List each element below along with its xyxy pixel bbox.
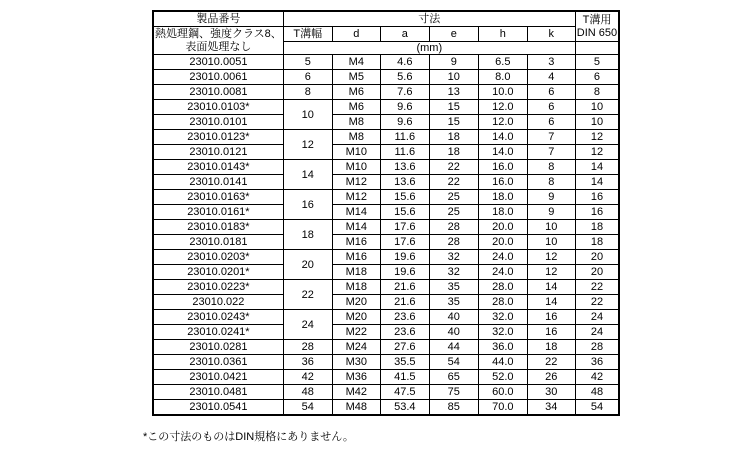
product-number-cell: 23010.0121 <box>153 145 283 160</box>
h-dimension-cell: 18.0 <box>478 190 527 205</box>
header-row-1 <box>153 11 619 27</box>
e-dimension-cell: 32 <box>429 250 478 265</box>
din-slot-size-cell: 12 <box>575 145 619 160</box>
product-number-cell: 23010.0141 <box>153 175 283 190</box>
material-note-line2: 表面処理なし <box>185 40 252 53</box>
table-row <box>153 370 619 385</box>
product-number-cell: 23010.0061 <box>153 70 283 85</box>
h-dimension-cell: 36.0 <box>478 340 527 355</box>
din-slot-size-cell: 20 <box>575 265 619 280</box>
slot-width-cell: 12 <box>283 130 332 160</box>
a-dimension-cell: 17.6 <box>380 220 429 235</box>
table-row <box>153 325 619 340</box>
din-slot-size-cell: 5 <box>575 55 619 70</box>
din-slot-size-cell: 10 <box>575 115 619 130</box>
din-standard-label: DIN 650 <box>576 26 618 39</box>
e-dimension-cell: 75 <box>429 385 478 400</box>
material-note-header <box>153 27 283 55</box>
d-size-cell: M16 <box>332 235 380 250</box>
e-dimension-cell: 54 <box>429 355 478 370</box>
h-dimension-cell: 24.0 <box>478 265 527 280</box>
h-dimension-cell: 24.0 <box>478 250 527 265</box>
din-slot-size-cell: 10 <box>575 100 619 115</box>
product-number-cell: 23010.0103* <box>153 100 283 115</box>
e-dimension-cell: 35 <box>429 280 478 295</box>
d-size-cell: M12 <box>332 175 380 190</box>
slot-width-cell: 42 <box>283 370 332 385</box>
d-size-cell: M24 <box>332 340 380 355</box>
k-dimension-cell: 14 <box>527 280 575 295</box>
k-dimension-cell: 16 <box>527 310 575 325</box>
dimensions-header: 寸法 <box>283 11 575 27</box>
product-number-cell: 23010.0481 <box>153 385 283 400</box>
h-dimension-cell: 12.0 <box>478 115 527 130</box>
a-dimension-cell: 15.6 <box>380 205 429 220</box>
a-dimension-cell: 11.6 <box>380 145 429 160</box>
unit-cell: (mm) <box>283 42 575 55</box>
a-dimension-cell: 5.6 <box>380 70 429 85</box>
table-row <box>153 235 619 250</box>
e-dimension-cell: 40 <box>429 310 478 325</box>
k-dimension-cell: 4 <box>527 70 575 85</box>
din-slot-size-cell: 20 <box>575 250 619 265</box>
d-size-cell: M6 <box>332 85 380 100</box>
e-dimension-cell: 40 <box>429 325 478 340</box>
h-dimension-cell: 20.0 <box>478 235 527 250</box>
d-size-cell: M14 <box>332 205 380 220</box>
product-number-cell: 23010.022 <box>153 295 283 310</box>
table-row <box>153 265 619 280</box>
e-column-header: e <box>429 27 478 42</box>
unit-empty-cell <box>575 42 619 55</box>
table-row <box>153 355 619 370</box>
product-number-cell: 23010.0223* <box>153 280 283 295</box>
table-row <box>153 145 619 160</box>
a-dimension-cell: 9.6 <box>380 100 429 115</box>
a-dimension-cell: 4.6 <box>380 55 429 70</box>
d-size-cell: M30 <box>332 355 380 370</box>
t-slot-nut-spec-table <box>152 10 620 416</box>
din-slot-size-cell: 28 <box>575 340 619 355</box>
e-dimension-cell: 9 <box>429 55 478 70</box>
e-dimension-cell: 22 <box>429 160 478 175</box>
table-body <box>153 55 619 416</box>
din-slot-size-cell: 54 <box>575 400 619 416</box>
e-dimension-cell: 28 <box>429 220 478 235</box>
h-dimension-cell: 8.0 <box>478 70 527 85</box>
d-size-cell: M10 <box>332 160 380 175</box>
a-dimension-cell: 19.6 <box>380 250 429 265</box>
product-number-cell: 23010.0201* <box>153 265 283 280</box>
table-row <box>153 400 619 416</box>
table-header <box>153 11 619 55</box>
a-dimension-cell: 7.6 <box>380 85 429 100</box>
a-dimension-cell: 19.6 <box>380 265 429 280</box>
k-dimension-cell: 3 <box>527 55 575 70</box>
e-dimension-cell: 44 <box>429 340 478 355</box>
e-dimension-cell: 65 <box>429 370 478 385</box>
e-dimension-cell: 32 <box>429 265 478 280</box>
slot-width-column-header: T溝幅 <box>283 27 332 42</box>
k-dimension-cell: 12 <box>527 265 575 280</box>
table-row <box>153 310 619 325</box>
product-number-cell: 23010.0051 <box>153 55 283 70</box>
d-size-cell: M16 <box>332 250 380 265</box>
a-dimension-cell: 21.6 <box>380 280 429 295</box>
k-dimension-cell: 9 <box>527 205 575 220</box>
product-number-cell: 23010.0281 <box>153 340 283 355</box>
t-slot-din-header <box>575 11 619 42</box>
d-size-cell: M18 <box>332 265 380 280</box>
h-dimension-cell: 14.0 <box>478 145 527 160</box>
table-row <box>153 100 619 115</box>
d-size-cell: M8 <box>332 115 380 130</box>
product-number-cell: 23010.0541 <box>153 400 283 416</box>
d-size-cell: M14 <box>332 220 380 235</box>
slot-width-cell: 14 <box>283 160 332 190</box>
k-dimension-cell: 26 <box>527 370 575 385</box>
din-slot-size-cell: 24 <box>575 310 619 325</box>
table-row <box>153 55 619 70</box>
a-dimension-cell: 9.6 <box>380 115 429 130</box>
slot-width-cell: 16 <box>283 190 332 220</box>
h-dimension-cell: 20.0 <box>478 220 527 235</box>
d-size-cell: M20 <box>332 310 380 325</box>
d-size-cell: M20 <box>332 295 380 310</box>
d-size-cell: M12 <box>332 190 380 205</box>
d-size-cell: M18 <box>332 280 380 295</box>
product-number-cell: 23010.0123* <box>153 130 283 145</box>
h-column-header: h <box>478 27 527 42</box>
a-dimension-cell: 21.6 <box>380 295 429 310</box>
a-dimension-cell: 15.6 <box>380 190 429 205</box>
h-dimension-cell: 28.0 <box>478 295 527 310</box>
table-row <box>153 190 619 205</box>
a-dimension-cell: 53.4 <box>380 400 429 416</box>
h-dimension-cell: 28.0 <box>478 280 527 295</box>
product-number-cell: 23010.0243* <box>153 310 283 325</box>
e-dimension-cell: 25 <box>429 205 478 220</box>
d-size-cell: M42 <box>332 385 380 400</box>
d-size-cell: M8 <box>332 130 380 145</box>
din-slot-size-cell: 48 <box>575 385 619 400</box>
table-row <box>153 205 619 220</box>
product-number-cell: 23010.0181 <box>153 235 283 250</box>
e-dimension-cell: 18 <box>429 145 478 160</box>
d-column-header: d <box>332 27 380 42</box>
h-dimension-cell: 52.0 <box>478 370 527 385</box>
table-row <box>153 115 619 130</box>
k-dimension-cell: 14 <box>527 295 575 310</box>
e-dimension-cell: 35 <box>429 295 478 310</box>
din-slot-size-cell: 16 <box>575 190 619 205</box>
e-dimension-cell: 13 <box>429 85 478 100</box>
h-dimension-cell: 18.0 <box>478 205 527 220</box>
k-dimension-cell: 30 <box>527 385 575 400</box>
e-dimension-cell: 85 <box>429 400 478 416</box>
a-dimension-cell: 23.6 <box>380 325 429 340</box>
product-number-header: 製品番号 <box>153 11 283 27</box>
product-number-cell: 23010.0161* <box>153 205 283 220</box>
k-dimension-cell: 9 <box>527 190 575 205</box>
din-slot-size-cell: 6 <box>575 70 619 85</box>
slot-width-cell: 20 <box>283 250 332 280</box>
a-dimension-cell: 41.5 <box>380 370 429 385</box>
slot-width-cell: 24 <box>283 310 332 340</box>
k-dimension-cell: 6 <box>527 100 575 115</box>
din-slot-size-cell: 36 <box>575 355 619 370</box>
product-number-cell: 23010.0203* <box>153 250 283 265</box>
d-size-cell: M48 <box>332 400 380 416</box>
h-dimension-cell: 32.0 <box>478 310 527 325</box>
slot-width-cell: 18 <box>283 220 332 250</box>
a-dimension-cell: 23.6 <box>380 310 429 325</box>
d-size-cell: M10 <box>332 145 380 160</box>
product-number-cell: 23010.0421 <box>153 370 283 385</box>
din-slot-size-cell: 8 <box>575 85 619 100</box>
din-slot-size-cell: 18 <box>575 235 619 250</box>
din-slot-size-cell: 12 <box>575 130 619 145</box>
table-row <box>153 85 619 100</box>
slot-width-cell: 6 <box>283 70 332 85</box>
a-column-header: a <box>380 27 429 42</box>
e-dimension-cell: 10 <box>429 70 478 85</box>
slot-width-cell: 8 <box>283 85 332 100</box>
k-dimension-cell: 7 <box>527 145 575 160</box>
a-dimension-cell: 35.5 <box>380 355 429 370</box>
a-dimension-cell: 17.6 <box>380 235 429 250</box>
k-dimension-cell: 12 <box>527 250 575 265</box>
h-dimension-cell: 16.0 <box>478 160 527 175</box>
table-row <box>153 175 619 190</box>
h-dimension-cell: 10.0 <box>478 85 527 100</box>
din-slot-size-cell: 18 <box>575 220 619 235</box>
a-dimension-cell: 11.6 <box>380 130 429 145</box>
d-size-cell: M5 <box>332 70 380 85</box>
d-size-cell: M36 <box>332 370 380 385</box>
din-slot-size-cell: 14 <box>575 175 619 190</box>
e-dimension-cell: 18 <box>429 130 478 145</box>
h-dimension-cell: 16.0 <box>478 175 527 190</box>
e-dimension-cell: 15 <box>429 100 478 115</box>
e-dimension-cell: 15 <box>429 115 478 130</box>
din-slot-size-cell: 22 <box>575 295 619 310</box>
k-dimension-cell: 8 <box>527 160 575 175</box>
din-slot-size-cell: 16 <box>575 205 619 220</box>
slot-width-cell: 28 <box>283 340 332 355</box>
table-row <box>153 130 619 145</box>
table-row <box>153 295 619 310</box>
d-size-cell: M22 <box>332 325 380 340</box>
h-dimension-cell: 12.0 <box>478 100 527 115</box>
product-number-cell: 23010.0163* <box>153 190 283 205</box>
table-row <box>153 385 619 400</box>
slot-width-cell: 5 <box>283 55 332 70</box>
k-dimension-cell: 10 <box>527 220 575 235</box>
k-dimension-cell: 16 <box>527 325 575 340</box>
slot-width-cell: 22 <box>283 280 332 310</box>
material-note-line1: 熱処理鋼、強度クラス8、 <box>155 27 282 40</box>
h-dimension-cell: 60.0 <box>478 385 527 400</box>
slot-width-cell: 36 <box>283 355 332 370</box>
a-dimension-cell: 13.6 <box>380 160 429 175</box>
header-row-2 <box>153 27 619 42</box>
product-number-cell: 23010.0101 <box>153 115 283 130</box>
product-number-cell: 23010.0241* <box>153 325 283 340</box>
a-dimension-cell: 47.5 <box>380 385 429 400</box>
slot-width-cell: 48 <box>283 385 332 400</box>
table-row <box>153 160 619 175</box>
e-dimension-cell: 25 <box>429 190 478 205</box>
din-slot-size-cell: 22 <box>575 280 619 295</box>
din-slot-size-cell: 14 <box>575 160 619 175</box>
k-dimension-cell: 10 <box>527 235 575 250</box>
k-dimension-cell: 34 <box>527 400 575 416</box>
k-dimension-cell: 18 <box>527 340 575 355</box>
product-number-cell: 23010.0183* <box>153 220 283 235</box>
table-row <box>153 220 619 235</box>
slot-width-cell: 10 <box>283 100 332 130</box>
d-size-cell: M6 <box>332 100 380 115</box>
e-dimension-cell: 22 <box>429 175 478 190</box>
table-row <box>153 70 619 85</box>
din-slot-size-cell: 24 <box>575 325 619 340</box>
k-dimension-cell: 7 <box>527 130 575 145</box>
h-dimension-cell: 14.0 <box>478 130 527 145</box>
e-dimension-cell: 28 <box>429 235 478 250</box>
a-dimension-cell: 27.6 <box>380 340 429 355</box>
table-row <box>153 340 619 355</box>
h-dimension-cell: 70.0 <box>478 400 527 416</box>
h-dimension-cell: 6.5 <box>478 55 527 70</box>
table-row <box>153 250 619 265</box>
t-slot-use-label: T溝用 <box>582 13 612 26</box>
table-row <box>153 280 619 295</box>
d-size-cell: M4 <box>332 55 380 70</box>
din-slot-size-cell: 42 <box>575 370 619 385</box>
product-number-cell: 23010.0081 <box>153 85 283 100</box>
a-dimension-cell: 13.6 <box>380 175 429 190</box>
product-number-cell: 23010.0361 <box>153 355 283 370</box>
din-footnote: *この寸法のものはDIN規格にありません。 <box>143 431 354 443</box>
h-dimension-cell: 32.0 <box>478 325 527 340</box>
product-number-cell: 23010.0143* <box>153 160 283 175</box>
k-dimension-cell: 8 <box>527 175 575 190</box>
k-dimension-cell: 6 <box>527 85 575 100</box>
h-dimension-cell: 44.0 <box>478 355 527 370</box>
k-dimension-cell: 6 <box>527 115 575 130</box>
k-dimension-cell: 22 <box>527 355 575 370</box>
k-column-header: k <box>527 27 575 42</box>
slot-width-cell: 54 <box>283 400 332 416</box>
